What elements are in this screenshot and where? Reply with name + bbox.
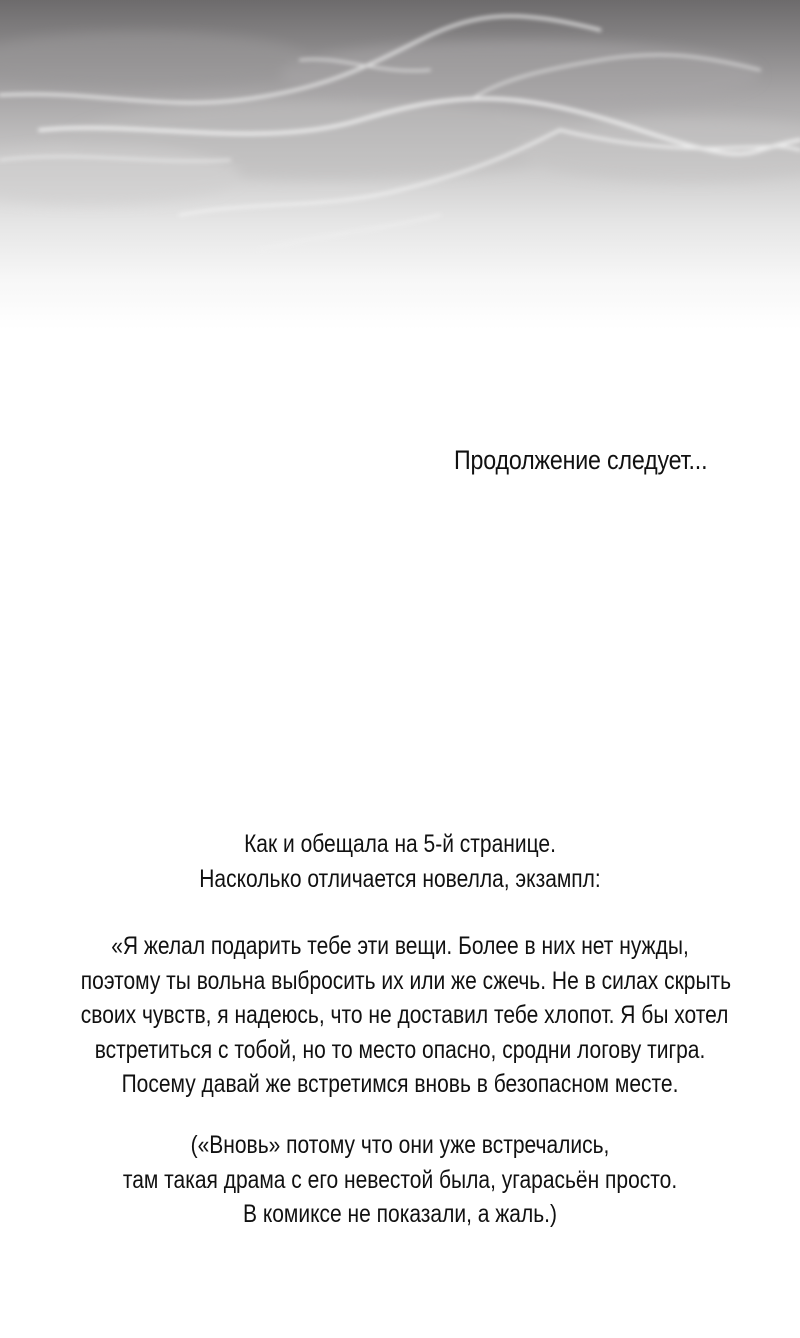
to-be-continued-caption: Продолжение следует... — [454, 445, 708, 475]
quote-line: своих чувств, я надеюсь, что не доставил тебе хлопот. Я бы хотел — [80, 1001, 729, 1029]
quote-line: поэтому ты вольна выбросить их или же сжечь. Не в силах скрыть — [80, 966, 732, 995]
novel-quote — [20, 929, 780, 1102]
comment-line: В комиксе не показали, а жаль.) — [242, 1200, 558, 1228]
translator-note-intro — [20, 827, 780, 896]
cloudy-sky-illustration — [0, 0, 800, 330]
quote-line: Посему давай же встретимся вновь в безопасном месте. — [121, 1070, 679, 1098]
comment-line: («Вновь» потому что они уже встречались, — [190, 1131, 610, 1159]
comment-line: там такая драма с его невестой была, угарасьён просто. — [122, 1165, 678, 1194]
quote-line: встретиться с тобой, но то место опасно, сродни логову тигра. — [94, 1035, 706, 1064]
cloud-streaks-graphic — [0, 0, 800, 330]
translator-comment — [20, 1128, 780, 1232]
note-line: Как и обещала на 5-й странице. — [244, 830, 556, 858]
note-line: Насколько отличается новелла, экзампл: — [199, 864, 601, 893]
quote-line: «Я желал подарить тебе эти вещи. Более в них нет нужды, — [111, 932, 689, 960]
